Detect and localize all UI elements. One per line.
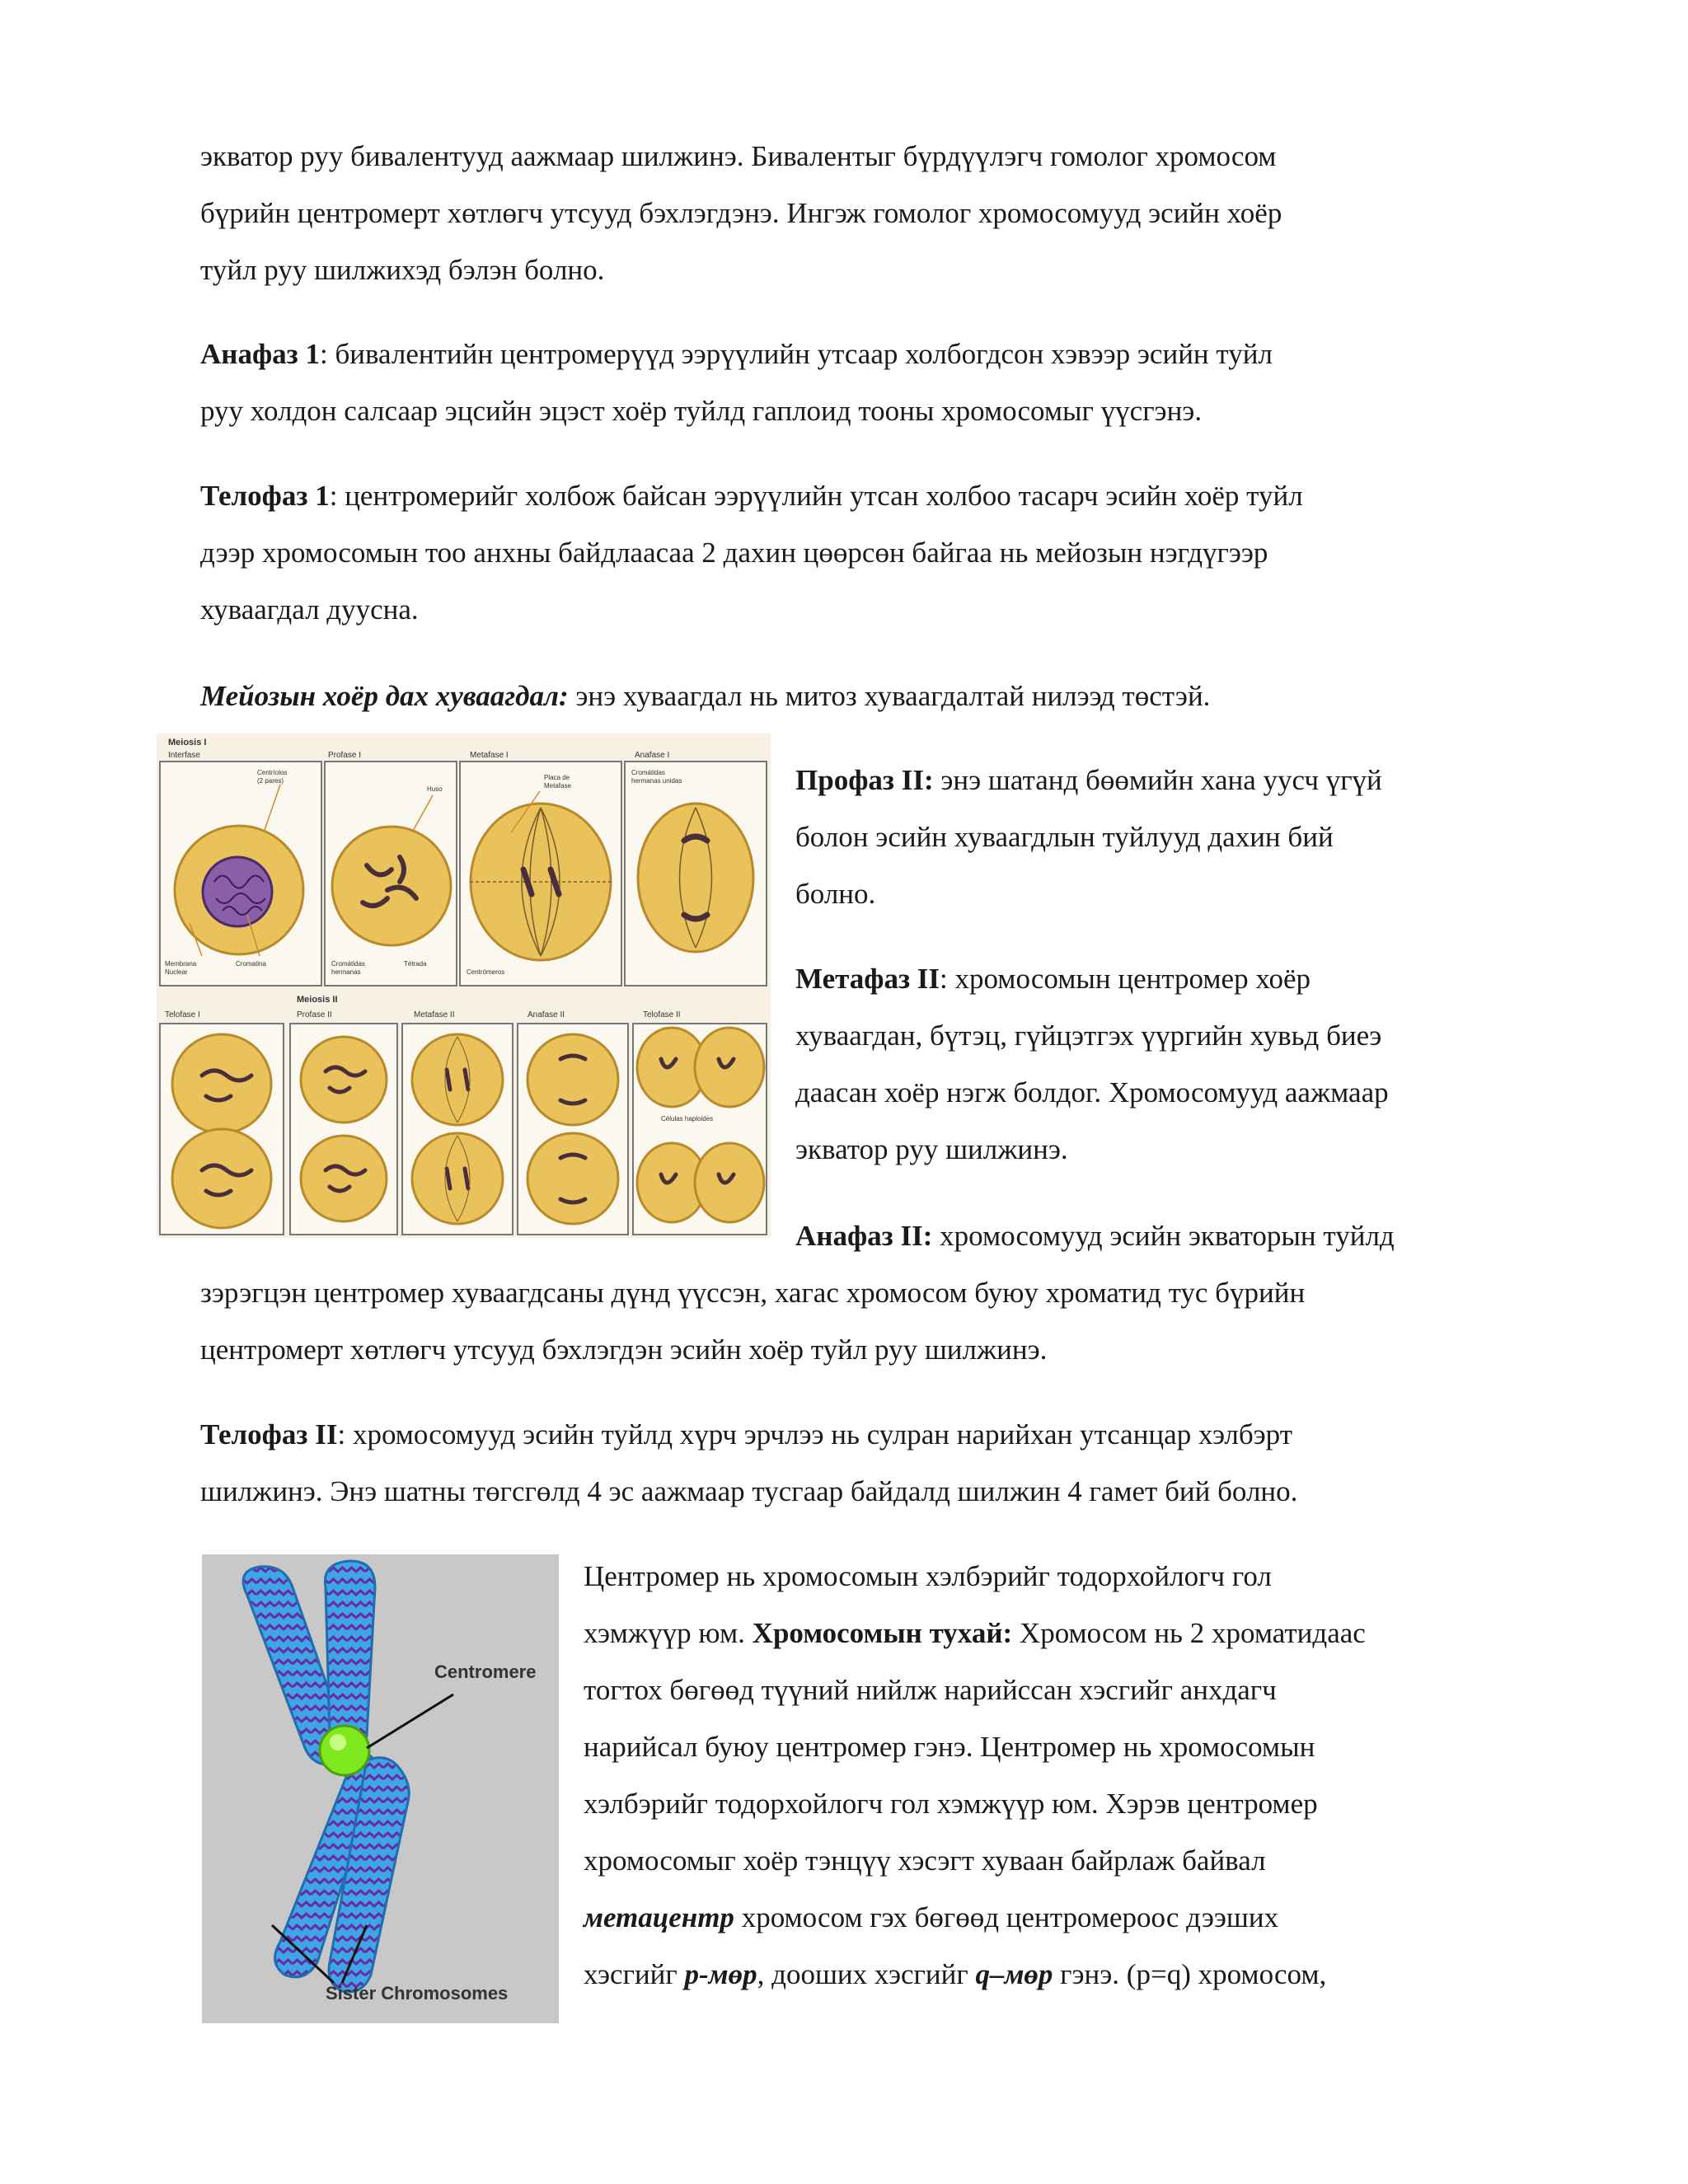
text-line: тогтох бөгөөд түүний нийлж нарийссан хэсгийг анхдагч: [584, 1674, 1277, 1706]
text-line: бүрийн центромерт хөтлөгч утсууд бэхлэгдэнэ. Ингэж гомолог хромосомууд эсийн хоёр: [200, 197, 1282, 229]
text-line: дээр хромосомын тоо анхны байдлаасаа 2 дахин цөөрсөн байгаа нь мейозын нэгдүгээр: [200, 537, 1268, 569]
paragraph-anaphase-1: [200, 326, 1490, 439]
text-line: центромерт хөтлөгч утсууд бэхлэгдэн эсийн хоёр туйл руу шилжинэ.: [200, 1333, 1048, 1366]
panel-label: Profase I: [328, 751, 362, 760]
text-line: Центромер нь хромосомын хэлбэрийг тодорхойлогч гол: [584, 1560, 1272, 1592]
term-prophase-2: Профаз II:: [795, 764, 934, 796]
text-line: экватор руу шилжинэ.: [795, 1133, 1068, 1165]
annotation: hermanas: [331, 968, 361, 976]
annotation: Cromátidas: [331, 960, 365, 968]
paragraph-intro: [200, 128, 1490, 298]
annotation: Células haploides: [661, 1115, 714, 1122]
term-chromosome-about: Хромосомын тухай:: [752, 1617, 1013, 1649]
text-line: хуваагдан, бүтэц, гүйцэтгэх үүргийн хувьд биеэ: [795, 1019, 1382, 1052]
text-line: руу холдон салсаар эцсийн эцэст хоёр туйлд гаплоид тооны хромосомыг үүсгэнэ.: [200, 395, 1203, 427]
sister-chromosomes-label: Sister Chromosomes: [326, 1983, 509, 2004]
paragraph-chromosome: [584, 1548, 1490, 2003]
annotation: Metafase: [544, 782, 571, 790]
panel-label: Interfase: [168, 751, 200, 760]
term-meiosis-2: Мейозын хоёр дах хуваагдал:: [200, 680, 569, 712]
term-p-arm: p-мөр: [684, 1958, 757, 1990]
annotation: Cromatina: [236, 960, 266, 968]
text-line: экватор руу бивалентууд аажмаар шилжинэ. Бивалентыг бүрдүүлэгч гомолог хромосом: [200, 140, 1277, 172]
panel-label: Profase II: [297, 1010, 332, 1019]
annotation: Centríolos: [257, 769, 288, 776]
term-anaphase-2: Анафаз II:: [795, 1220, 933, 1252]
annotation: Membrana: [165, 960, 197, 968]
text-line: : центромерийг холбож байсан ээрүүлийн утсан холбоо тасарч эсийн хоёр туйл: [329, 480, 1303, 512]
text-line: хромосом гэх бөгөөд центромероос дээших: [734, 1901, 1279, 1933]
text-line: шилжинэ. Энэ шатны төгсгөлд 4 эс аажмаар тусгаар байдалд шилжин 4 гамет бий болно.: [200, 1475, 1298, 1507]
term-metaphase-2: Метафаз II: [795, 963, 940, 995]
term-telophase-2: Телофаз II: [200, 1418, 338, 1451]
chromosome-figure: [202, 1554, 559, 2023]
text-line: : хромосомууд эсийн туйлд хүрч эрчлээ нь сулран нарийхан утсанцар хэлбэрт: [337, 1418, 1293, 1451]
text-line: гэнэ. (p=q) хромосом,: [1053, 1958, 1327, 1990]
paragraph-metaphase-2: [795, 950, 1490, 1178]
annotation: Nuclear: [165, 968, 188, 976]
term-metacentric: метацентр: [584, 1901, 734, 1933]
annotation: (2 pares): [257, 777, 284, 785]
paragraph-telophase-1: [200, 467, 1490, 638]
text-line: хромосомууд эсийн экваторын туйлд: [932, 1220, 1395, 1252]
panel-label: Telofase II: [643, 1010, 681, 1019]
annotation: Cromátidas: [631, 769, 665, 776]
term-q-arm: q–мөр: [975, 1958, 1053, 1990]
term-anaphase-1: Анафаз 1: [200, 338, 320, 370]
meiosis-2-label: Meiosis II: [297, 995, 338, 1005]
paragraph-anaphase-2-rest: [200, 1264, 1490, 1378]
text-line: нарийсал буюу центромер гэнэ. Центромер нь хромосомын: [584, 1731, 1315, 1763]
annotation: Huso: [427, 785, 443, 793]
paragraph-meiosis-2: [200, 668, 1490, 724]
paragraph-prophase-2: [795, 752, 1490, 922]
annotation: Tétrada: [404, 960, 427, 968]
annotation: hermanas unidas: [631, 777, 682, 785]
centromere-label: Centromere: [434, 1661, 537, 1682]
text-line: Хромосом нь 2 хроматидаас: [1012, 1617, 1366, 1649]
paragraph-anaphase-2-start: [795, 1207, 1490, 1264]
panel-label: Anafase II: [528, 1010, 565, 1019]
text-line: хэлбэрийг тодорхойлогч гол хэмжүүр юм. Хэрэв центромер: [584, 1788, 1318, 1820]
text-line: : бивалентийн центромерүүд ээрүүлийн утсаар холбогдсон хэвээр эсийн туйл: [319, 338, 1273, 370]
panel-label: Metafase II: [414, 1010, 455, 1019]
text-line: : хромосомын центромер хоёр: [940, 963, 1311, 995]
panel-label: Metafase I: [470, 751, 509, 760]
text-line: хэсгийг: [584, 1958, 685, 1990]
meiosis-1-label: Meiosis I: [168, 738, 207, 748]
text-line: хэмжүүр юм.: [584, 1617, 753, 1649]
annotation: Centrómeros: [467, 968, 505, 976]
text-line: болно.: [795, 878, 876, 910]
text-line: даасан хоёр нэгж болдог. Хромосомууд аажмаар: [795, 1076, 1389, 1108]
text-line: зэрэгцэн центромер хуваагдсаны дүнд үүссэн, хагас хромосом буюу хроматид тус бүрийн: [200, 1277, 1306, 1309]
text-line: болон эсийн хуваагдлын туйлууд дахин бий: [795, 821, 1334, 853]
text-line: хромосомыг хоёр тэнцүү хэсэгт хуваан байрлаж байвал: [584, 1844, 1266, 1877]
text-line: , доошиx хэсгийг: [757, 1958, 976, 1990]
meiosis-stages-figure: [157, 733, 771, 1238]
term-telophase-1: Телофаз 1: [200, 480, 330, 512]
paragraph-telophase-2: [200, 1406, 1490, 1520]
text-line: энэ шатанд бөөмийн хана уусч үгүй: [933, 764, 1382, 796]
panel-label: Telofase I: [165, 1010, 200, 1019]
text-line: энэ хуваагдал нь митоз хуваагдалтай нилээд төстэй.: [568, 680, 1211, 712]
annotation: Placa de: [544, 774, 570, 781]
text-line: туйл руу шилжихэд бэлэн болно.: [200, 254, 605, 286]
panel-label: Anafase I: [635, 751, 670, 760]
text-line: хуваагдал дуусна.: [200, 593, 419, 626]
